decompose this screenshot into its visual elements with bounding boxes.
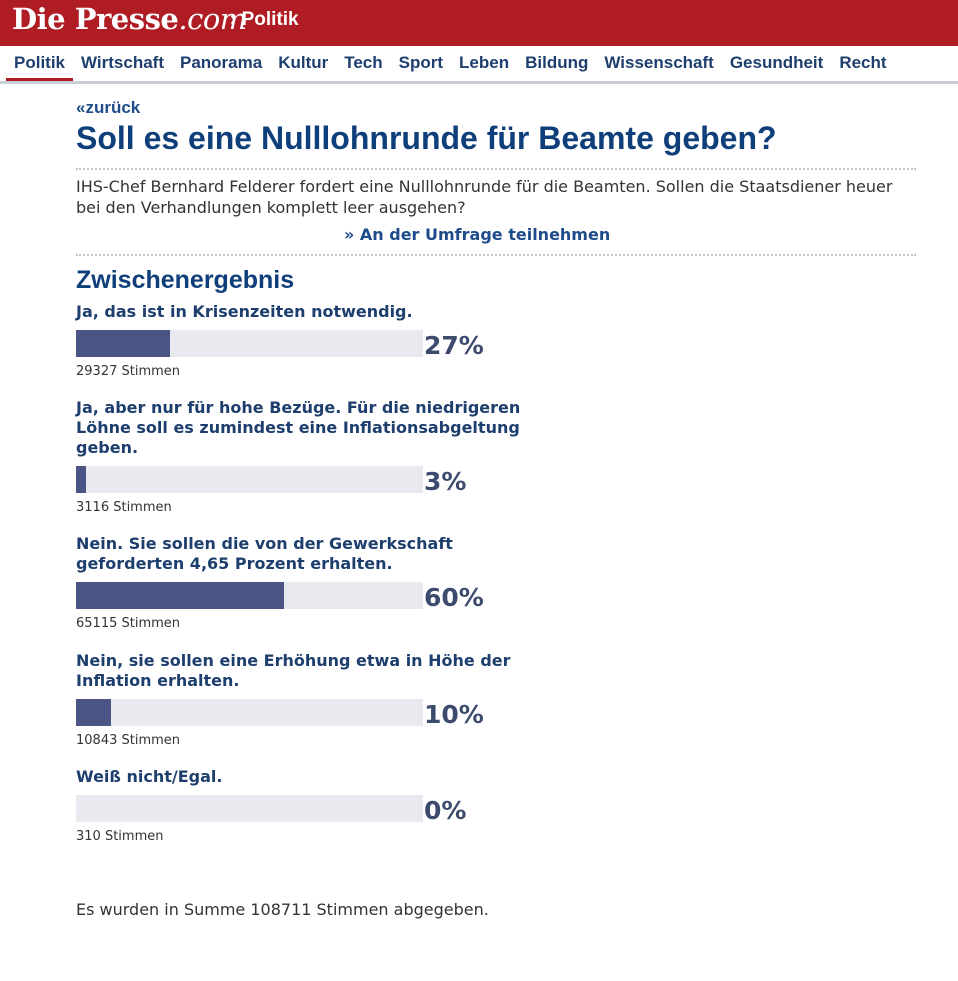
poll-intro: IHS-Chef Bernhard Felderer fordert eine Nulllohnrunde für die Beamten. Sollen die Staatsdiener heuer bei den Verhandlungen komplett leer ausgehen? xyxy=(76,177,893,217)
poll-option xyxy=(76,302,916,379)
vote-count: 29327 Stimmen xyxy=(76,364,181,379)
percent-value: 60% xyxy=(424,583,484,612)
divider xyxy=(76,254,916,256)
nav-item-wissenschaft[interactable]: Wissenschaft xyxy=(604,53,714,72)
option-label: Ja, aber nur für hohe Bezüge. Für die niedrigeren Löhne soll es zumindest eine Inflationsabgeltung geben. xyxy=(76,398,521,457)
nav-item-bildung[interactable]: Bildung xyxy=(525,53,589,72)
bar-fill xyxy=(76,699,111,726)
poll-option xyxy=(76,767,916,844)
result-bar xyxy=(76,697,916,731)
vote-count: 10843 Stimmen xyxy=(76,733,181,748)
option-label: Weiß nicht/Egal. xyxy=(76,767,223,786)
percent-value: 10% xyxy=(424,700,484,729)
option-label: Nein. Sie sollen die von der Gewerkschaft geforderten 4,65 Prozent erhalten. xyxy=(76,534,453,573)
bar-track xyxy=(76,795,423,822)
nav-item-kultur[interactable]: Kultur xyxy=(278,53,329,72)
site-header xyxy=(0,0,958,46)
nav-item-sport[interactable]: Sport xyxy=(398,53,444,72)
result-bar xyxy=(76,328,916,362)
bar-fill xyxy=(76,466,86,493)
vote-count: 65115 Stimmen xyxy=(76,616,181,631)
bar-track xyxy=(76,466,423,493)
bar-track xyxy=(76,699,423,726)
total-votes: Es wurden in Summe 108711 Stimmen abgegeben. xyxy=(76,900,489,919)
poll-question: Soll es eine Nulllohnrunde für Beamte geben? xyxy=(76,120,777,156)
section-breadcrumb[interactable]: › Politik xyxy=(230,9,299,30)
site-logo[interactable] xyxy=(12,2,247,36)
result-bar xyxy=(76,793,916,827)
option-label: Ja, das ist in Krisenzeiten notwendig. xyxy=(76,302,413,321)
bar-track xyxy=(76,330,423,357)
vote-count: 3116 Stimmen xyxy=(76,500,172,515)
percent-value: 3% xyxy=(424,467,467,496)
poll-option xyxy=(76,398,916,515)
logo-suffix: .com xyxy=(178,2,247,36)
nav-item-panorama[interactable]: Panorama xyxy=(179,53,263,72)
bar-track xyxy=(76,582,423,609)
bar-fill xyxy=(76,330,170,357)
nav-item-recht[interactable]: Recht xyxy=(839,53,887,72)
results-heading: Zwischenergebnis xyxy=(76,266,295,294)
option-label: Nein, sie sollen eine Erhöhung etwa in Höhe der Inflation erhalten. xyxy=(76,651,511,690)
nav-item-wirtschaft[interactable]: Wirtschaft xyxy=(81,53,164,72)
participate-link[interactable]: » An der Umfrage teilnehmen xyxy=(344,225,611,244)
percent-value: 0% xyxy=(424,796,467,825)
percent-value: 27% xyxy=(424,331,484,360)
nav-item-tech[interactable]: Tech xyxy=(344,53,383,72)
divider xyxy=(76,168,916,170)
logo-main: Die Presse xyxy=(12,2,179,36)
main-navigation xyxy=(0,46,958,84)
nav-item-gesundheit[interactable]: Gesundheit xyxy=(729,53,824,72)
nav-item-leben[interactable]: Leben xyxy=(459,53,510,72)
back-link[interactable]: «zurück xyxy=(76,98,141,117)
vote-count: 310 Stimmen xyxy=(76,829,164,844)
poll-option xyxy=(76,651,916,748)
nav-item-politik[interactable]: Politik xyxy=(6,46,73,81)
bar-fill xyxy=(76,582,284,609)
result-bar xyxy=(76,464,916,498)
poll-option xyxy=(76,534,916,631)
result-bar xyxy=(76,580,916,614)
